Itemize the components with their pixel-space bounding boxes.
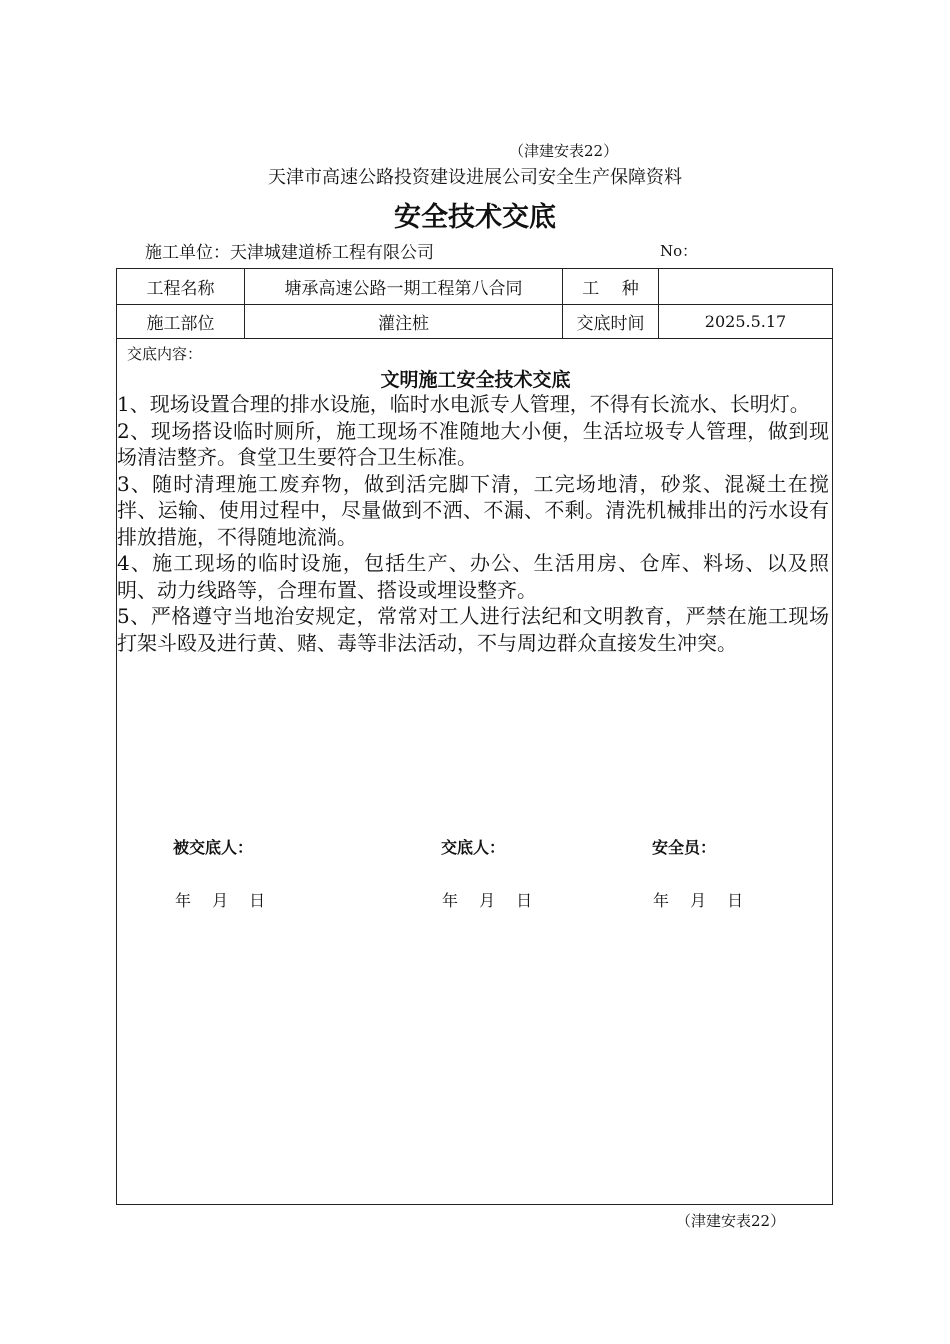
project-name-value: 塘承高速公路一期工程第八合同: [284, 279, 523, 299]
safety-officer-signature-label: 安全员：: [652, 838, 717, 857]
form-code-top: （津建安表22）: [509, 142, 619, 160]
document-number-label: No：: [660, 242, 698, 260]
presenter-date: 年 月 日: [442, 891, 533, 910]
form-code-bottom: （津建安表22）: [676, 1212, 786, 1230]
receiver-signature-label: 被交底人：: [173, 838, 254, 857]
safety-officer-date: 年 月 日: [653, 891, 744, 910]
disclosure-time-label: 交底时间: [576, 313, 645, 334]
trade-label: 工 种: [582, 279, 639, 299]
content-item: 2、现场搭设临时厕所，施工现场不准随地大小便，生活垃圾专人管理，做到现场清洁整齐。食堂卫生要符合卫生标准。: [117, 418, 829, 469]
content-title: 文明施工安全技术交底: [380, 369, 571, 391]
content-label: 交底内容：: [127, 345, 203, 363]
presenter-signature-label: 交底人：: [441, 838, 506, 857]
content-item: 1、现场设置合理的排水设施，临时水电派专人管理，不得有长流水、长明灯。: [117, 392, 810, 416]
construction-unit: 施工单位：天津城建道桥工程有限公司: [145, 243, 434, 263]
disclosure-time-value: 2025.5.17: [704, 311, 787, 331]
content-item: 3、随时清理施工废弃物，做到活完脚下清，工完场地清，砂浆、混凝土在搅拌、运输、使用过程中，尽量做到不洒、不漏、不剩。清洗机械排出的污水设有排放措施，不得随地流淌。: [117, 471, 829, 549]
row-divider: [117, 338, 832, 339]
disclosure-form-table: [116, 268, 833, 1205]
organization-title: 天津市高速公路投资建设进展公司安全生产保障资料: [268, 167, 682, 188]
construction-location-value: 灌注桩: [378, 313, 429, 334]
content-item: 4、施工现场的临时设施，包括生产、办公、生活用房、仓库、料场、以及照明、动力线路等，合理布置、搭设或埋设整齐。: [117, 551, 829, 602]
content-item: 5、严格遵守当地治安规定，常常对工人进行法纪和文明教育，严禁在施工现场打架斗殴及进行黄、赌、毒等非法活动，不与周边群众直接发生冲突。: [117, 604, 829, 655]
construction-location-label: 施工部位: [146, 313, 215, 334]
trade-value: [659, 269, 832, 304]
document-title: 安全技术交底: [394, 202, 556, 233]
receiver-date: 年 月 日: [175, 891, 266, 910]
content-body: [117, 391, 829, 656]
project-name-label: 工程名称: [146, 279, 215, 299]
